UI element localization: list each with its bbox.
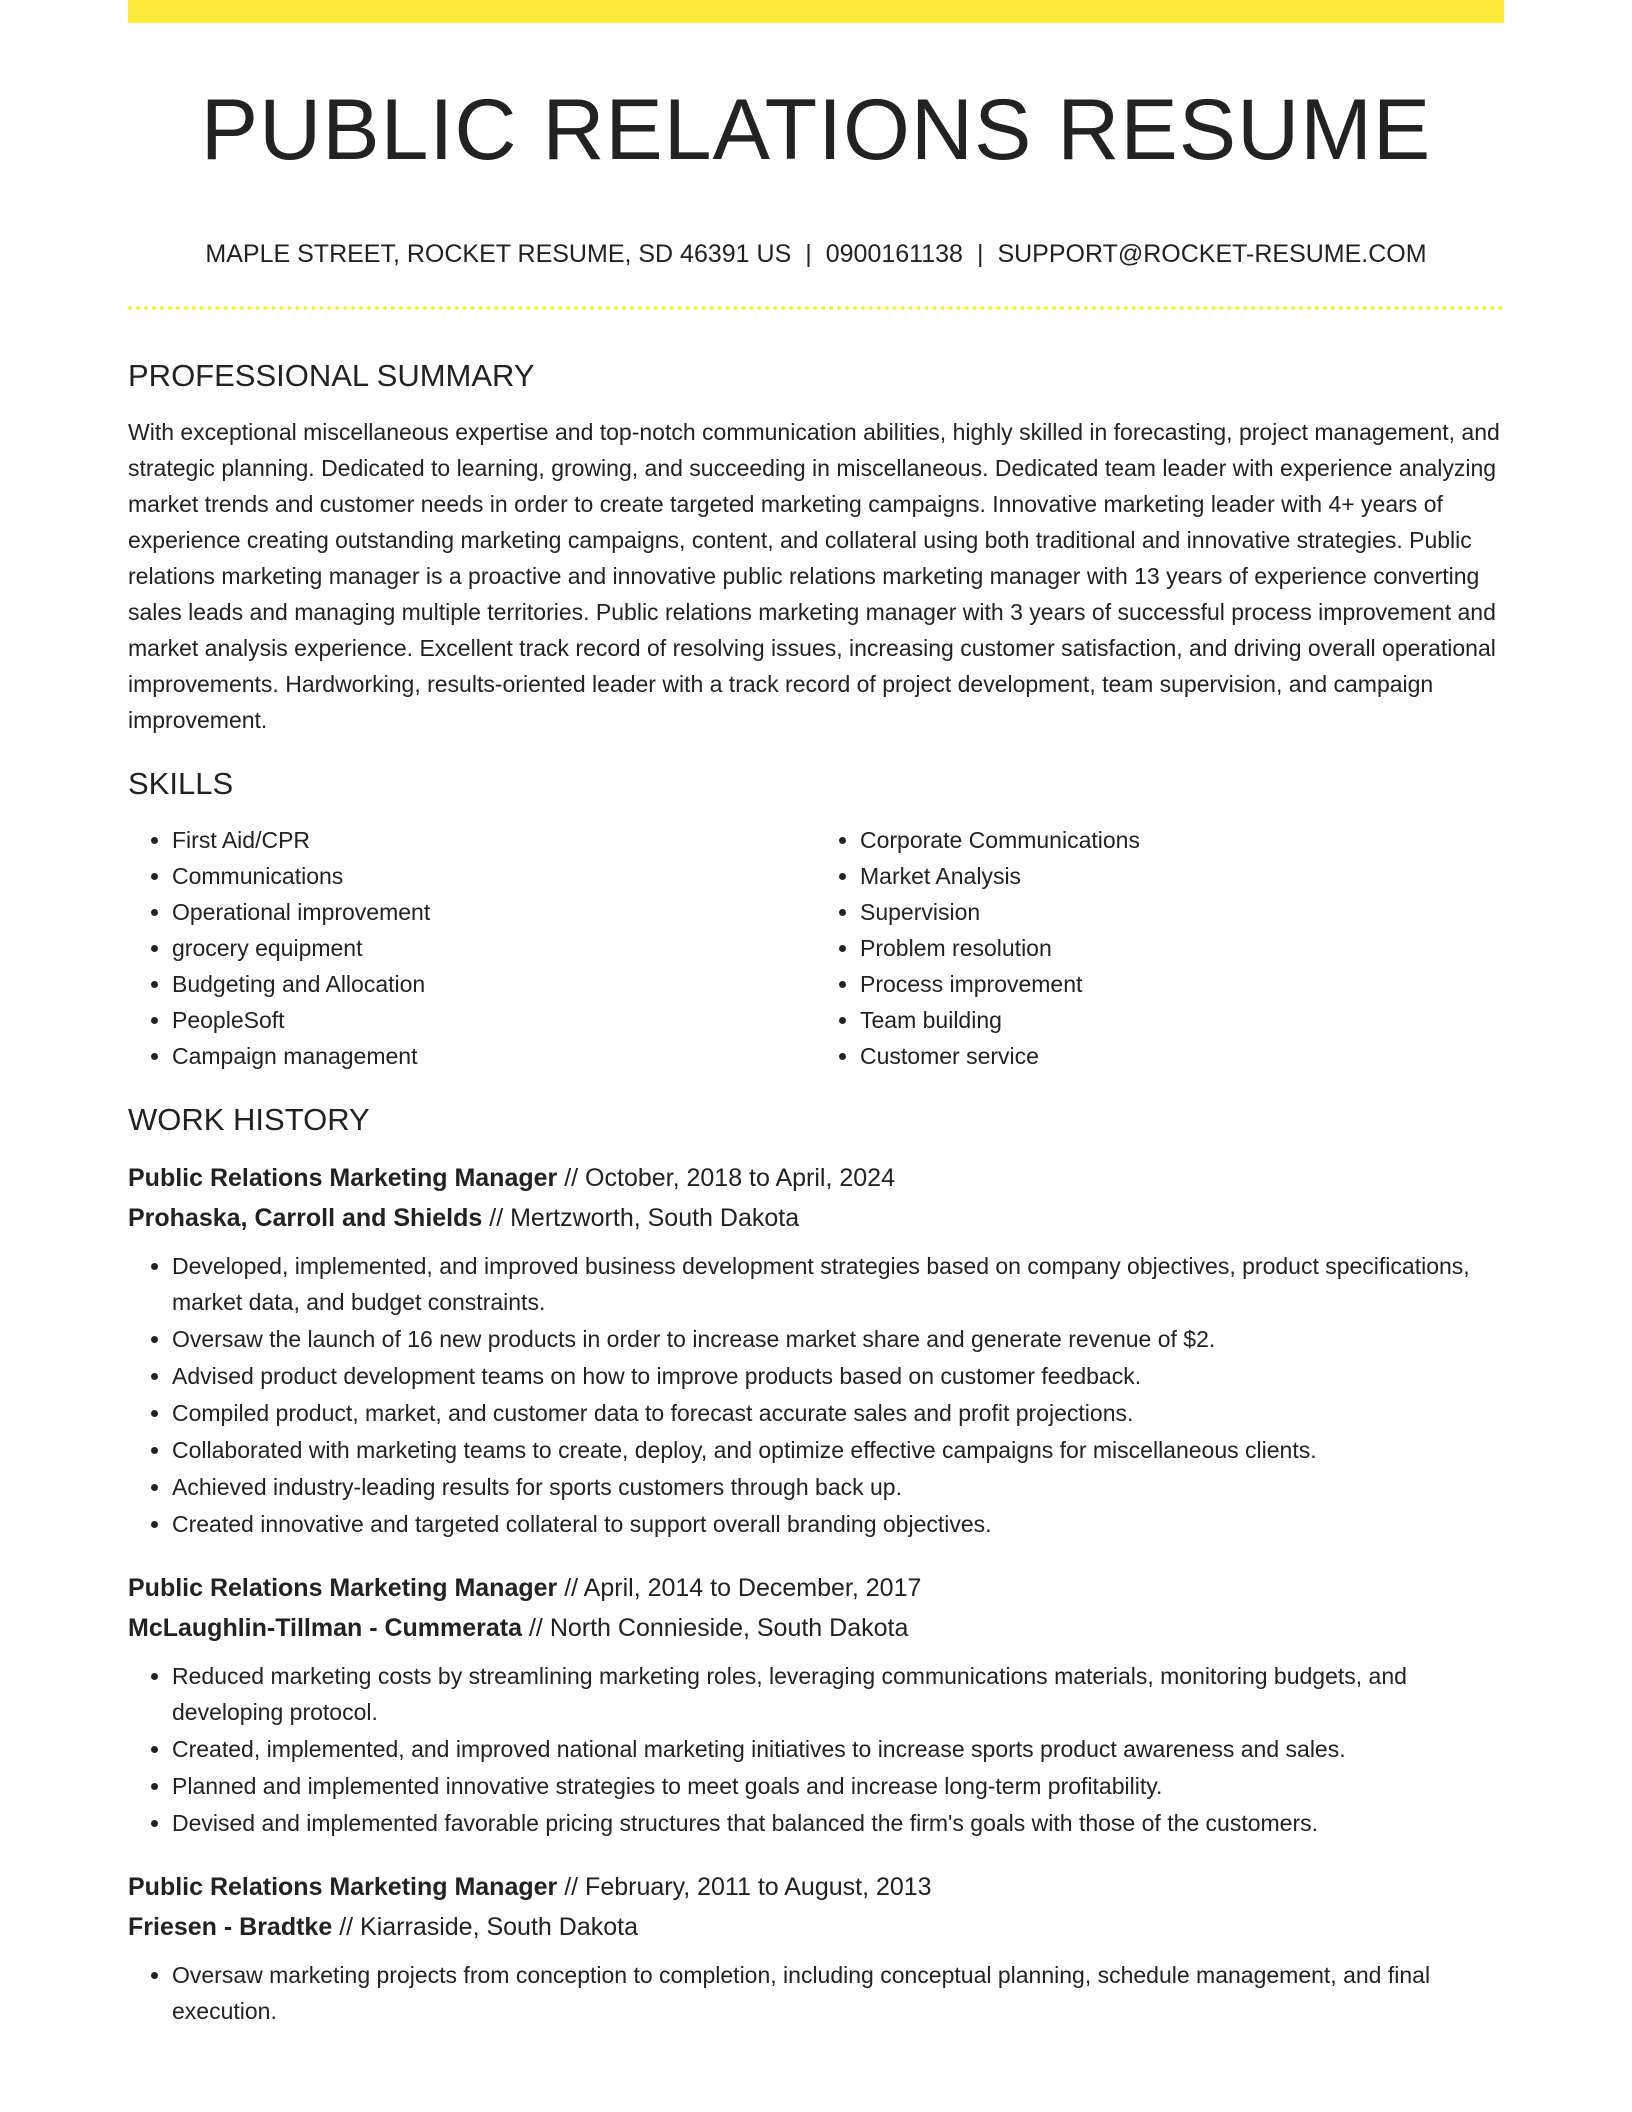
job-company-line [128,1198,1504,1238]
skill-item: • Customer service [860,1038,1504,1074]
skill-item: • grocery equipment [172,930,816,966]
job-bullet: • Created, implemented, and improved national marketing initiatives to increase sports product awareness and sales. [172,1731,1504,1767]
skill-item: • Communications [172,858,816,894]
job-bullet: • Developed, implemented, and improved business development strategies based on company objectives, product specifications, market data, and budget constraints. [172,1248,1504,1320]
job-bullet: • Advised product development teams on how to improve products based on customer feedback. [172,1358,1504,1394]
skill-item: • Problem resolution [860,930,1504,966]
skill-item: • PeopleSoft [172,1002,816,1038]
summary-text: With exceptional miscellaneous expertise and top-notch communication abilities, highly skilled in forecasting, project management, and strategic planning. Dedicated to learning, growing, and succeeding in miscellaneous. Dedicated team leader with experience analyzing market trends and customer needs in order to create targeted marketing campaigns. Innovative marketing leader with 4+ years of experience creating outstanding marketing campaigns, content, and collateral using both traditional and innovative strategies. Public relations marketing manager is a proactive and innovative public relations marketing manager with 13 years of experience converting sales leads and managing multiple territories. Public relations marketing manager with 3 years of successful process improvement and market analysis experience. Excellent track record of resolving issues, increasing customer satisfaction, and driving overall operational improvements. Hardworking, results-oriented leader with a track record of project development, team supervision, and campaign improvement. [128,419,1500,733]
job-entry [128,1158,1504,1542]
job-company: Prohaska, Carroll and Shields [128,1204,483,1232]
job-dates: // October, 2018 to April, 2024 [564,1164,895,1192]
skills-heading: SKILLS [128,766,234,801]
job-company-line [128,1907,1504,1947]
skills-left-column [128,822,816,1074]
job-bullets [128,1658,1504,1841]
skill-item: • Supervision [860,894,1504,930]
skill-item: • Corporate Communications [860,822,1504,858]
job-bullet: • Compiled product, market, and customer data to forecast accurate sales and profit projections. [172,1395,1504,1431]
job-title-line [128,1568,1504,1608]
contact-address: MAPLE STREET, ROCKET RESUME, SD 46391 US [205,240,792,268]
job-title: Public Relations Marketing Manager [128,1873,558,1901]
contact-separator: | [805,240,812,268]
job-location: // Mertzworth, South Dakota [489,1204,800,1232]
job-title-line [128,1867,1504,1907]
job-location: // North Connieside, South Dakota [528,1614,909,1642]
job-dates: // February, 2011 to August, 2013 [564,1873,932,1901]
skill-item: • Campaign management [172,1038,816,1074]
job-location: // Kiarraside, South Dakota [339,1913,638,1941]
contact-email[interactable]: SUPPORT@ROCKET-RESUME.COM [997,240,1427,268]
work-history-heading: WORK HISTORY [128,1102,370,1137]
job-bullet: • Created innovative and targeted collateral to support overall branding objectives. [172,1506,1504,1542]
skills-grid [128,822,1504,1074]
job-company-line [128,1608,1504,1648]
skill-item: • Budgeting and Allocation [172,966,816,1002]
job-bullet: • Oversaw marketing projects from conception to completion, including conceptual planning, schedule management, and final execution. [172,1957,1504,2029]
job-dates: // April, 2014 to December, 2017 [564,1574,922,1602]
job-bullet: • Reduced marketing costs by streamlining marketing roles, leveraging communications materials, monitoring budgets, and developing protocol. [172,1658,1504,1730]
skill-item: • Team building [860,1002,1504,1038]
summary-heading: PROFESSIONAL SUMMARY [128,358,535,393]
top-accent-bar [128,0,1504,23]
job-entry [128,1867,1504,2029]
job-title: Public Relations Marketing Manager [128,1574,558,1602]
skills-right-column [816,822,1504,1074]
job-company: Friesen - Bradtke [128,1913,333,1941]
job-bullet: • Oversaw the launch of 16 new products in order to increase market share and generate revenue of $2. [172,1321,1504,1357]
skill-item: • Process improvement [860,966,1504,1002]
skill-item: • Market Analysis [860,858,1504,894]
job-title: Public Relations Marketing Manager [128,1164,558,1192]
job-entry [128,1568,1504,1841]
resume-content [128,356,1504,2055]
resume-title: PUBLIC RELATIONS RESUME [200,82,1432,178]
job-bullet: • Collaborated with marketing teams to create, deploy, and optimize effective campaigns for miscellaneous clients. [172,1432,1504,1468]
job-bullet: • Devised and implemented favorable pricing structures that balanced the firm's goals with those of the customers. [172,1805,1504,1841]
contact-separator: | [976,240,984,268]
job-title-line [128,1158,1504,1198]
contact-line [128,236,1504,272]
dotted-divider [128,306,1504,310]
job-bullet: • Achieved industry-leading results for sports customers through back up. [172,1469,1504,1505]
contact-phone[interactable]: 0900161138 [825,240,963,268]
skill-item: • Operational improvement [172,894,816,930]
job-bullets [128,1957,1504,2029]
skill-item: • First Aid/CPR [172,822,816,858]
job-bullets [128,1248,1504,1542]
job-bullet: • Planned and implemented innovative strategies to meet goals and increase long-term profitability. [172,1768,1504,1804]
job-company: McLaughlin-Tillman - Cummerata [128,1614,523,1642]
